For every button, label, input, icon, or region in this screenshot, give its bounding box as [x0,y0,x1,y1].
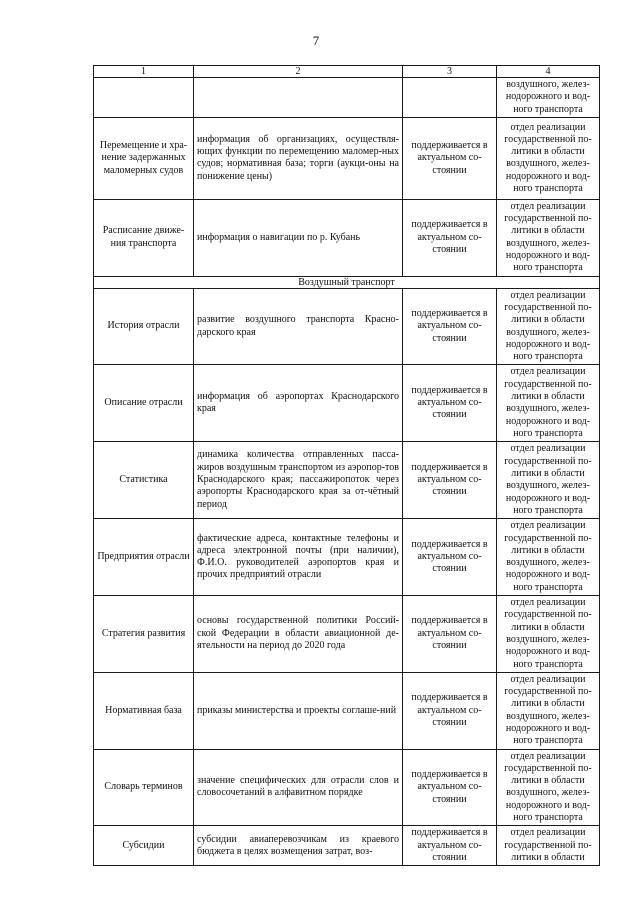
cell-info: динамика количества отправленных пасса-жиров воздушным транспортом из аэропор-тов Краснодарского края; пассажиропоток через аэропорты Краснодарского края за от-чётный период [194,442,403,519]
cell-name: Предприятия отрасли [94,519,194,596]
cell-status: поддерживается в актуальном со-стоянии [403,117,497,199]
table-row [94,749,600,826]
cell-department: отдел реализации государственной по-литики в области воздушного, желез-нодорожного и вод-ного транспорта [497,288,600,365]
cell-name: Описание отрасли [94,365,194,442]
cell-info: приказы министерства и проекты соглаше-ний [194,672,403,749]
content-table [93,65,600,866]
section-title: Воздушный транспорт [94,276,600,288]
cell-department: отдел реализации государственной по-литики в области воздушного, желез-нодорожного и вод-ного транспорта [497,365,600,442]
table-row-continuation [94,78,600,118]
cell-department: воздушного, желез-нодорожного и вод-ного транспорта [497,78,600,118]
section-row-air-transport [94,276,600,288]
cell-department: отдел реализации государственной по-литики в области воздушного, желез-нодорожного и вод-ного транспорта [497,442,600,519]
cell-status: поддерживается в актуальном со-стоянии [403,288,497,365]
page-number: 7 [312,33,320,48]
cell-status: поддерживается в актуальном со-стоянии [403,826,497,866]
cell-name: Перемещение и хра-нение задержанных маломерных судов [94,117,194,199]
table-row [94,596,600,673]
header-cell-2: 2 [194,66,403,78]
cell-status: поддерживается в актуальном со-стоянии [403,442,497,519]
cell-name [94,78,194,118]
cell-status: поддерживается в актуальном со-стоянии [403,199,497,276]
table-row [94,519,600,596]
cell-department: отдел реализации государственной по-литики в области воздушного, желез-нодорожного и вод-ного транспорта [497,519,600,596]
cell-info: субсидии авиаперевозчикам из краевого бюджета в целях возмещения затрат, воз- [194,826,403,866]
cell-name: Субсидии [94,826,194,866]
cell-info: информация об организациях, осуществля-ющих функции по перемещению маломер-ных судов; нормативная база; торги (аукци-оны на понижение цены) [194,117,403,199]
table-row [94,826,600,866]
header-cell-1: 1 [94,66,194,78]
cell-status: поддерживается в актуальном со-стоянии [403,749,497,826]
table-row [94,199,600,276]
cell-info: информация о навигации по р. Кубань [194,199,403,276]
cell-info: информация об аэропортах Краснодарского края [194,365,403,442]
cell-department: отдел реализации государственной по-литики в области воздушного, желез-нодорожного и вод-ного транспорта [497,749,600,826]
cell-name: Нормативная база [94,672,194,749]
cell-info: основы государственной политики Россий-ской Федерации в области авиационной де-ятельности на период до 2020 года [194,596,403,673]
header-row [94,66,600,78]
cell-name: Расписание движе-ния транспорта [94,199,194,276]
cell-status: поддерживается в актуальном со-стоянии [403,672,497,749]
cell-name: Словарь терминов [94,749,194,826]
header-cell-4: 4 [497,66,600,78]
cell-department: отдел реализации государственной по-литики в области воздушного, желез-нодорожного и вод-ного транспорта [497,596,600,673]
cell-status: поддерживается в актуальном со-стоянии [403,596,497,673]
table-row [94,442,600,519]
cell-name: История отрасли [94,288,194,365]
cell-status: поддерживается в актуальном со-стоянии [403,519,497,596]
cell-info: фактические адреса, контактные телефоны и адреса электронной почты (при наличии), Ф.И.О. руководителей аэропортов края и прочих предприятий отрасли [194,519,403,596]
cell-info: значение специфических для отрасли слов и словосочетаний в алфавитном порядке [194,749,403,826]
cell-info: развитие воздушного транспорта Красно-дарского края [194,288,403,365]
cell-info [194,78,403,118]
cell-name: Статистика [94,442,194,519]
cell-department: отдел реализации государственной по-литики в области воздушного, желез-нодорожного и вод-ного транспорта [497,117,600,199]
cell-department: отдел реализации государственной по-литики в области воздушного, желез-нодорожного и вод-ного транспорта [497,672,600,749]
table-row [94,672,600,749]
table-row [94,365,600,442]
cell-name: Стратегия развития [94,596,194,673]
cell-department: отдел реализации государственной по-литики в области [497,826,600,866]
cell-status: поддерживается в актуальном со-стоянии [403,365,497,442]
cell-department: отдел реализации государственной по-литики в области воздушного, желез-нодорожного и вод-ного транспорта [497,199,600,276]
table-row [94,288,600,365]
cell-status [403,78,497,118]
table-row [94,117,600,199]
header-cell-3: 3 [403,66,497,78]
